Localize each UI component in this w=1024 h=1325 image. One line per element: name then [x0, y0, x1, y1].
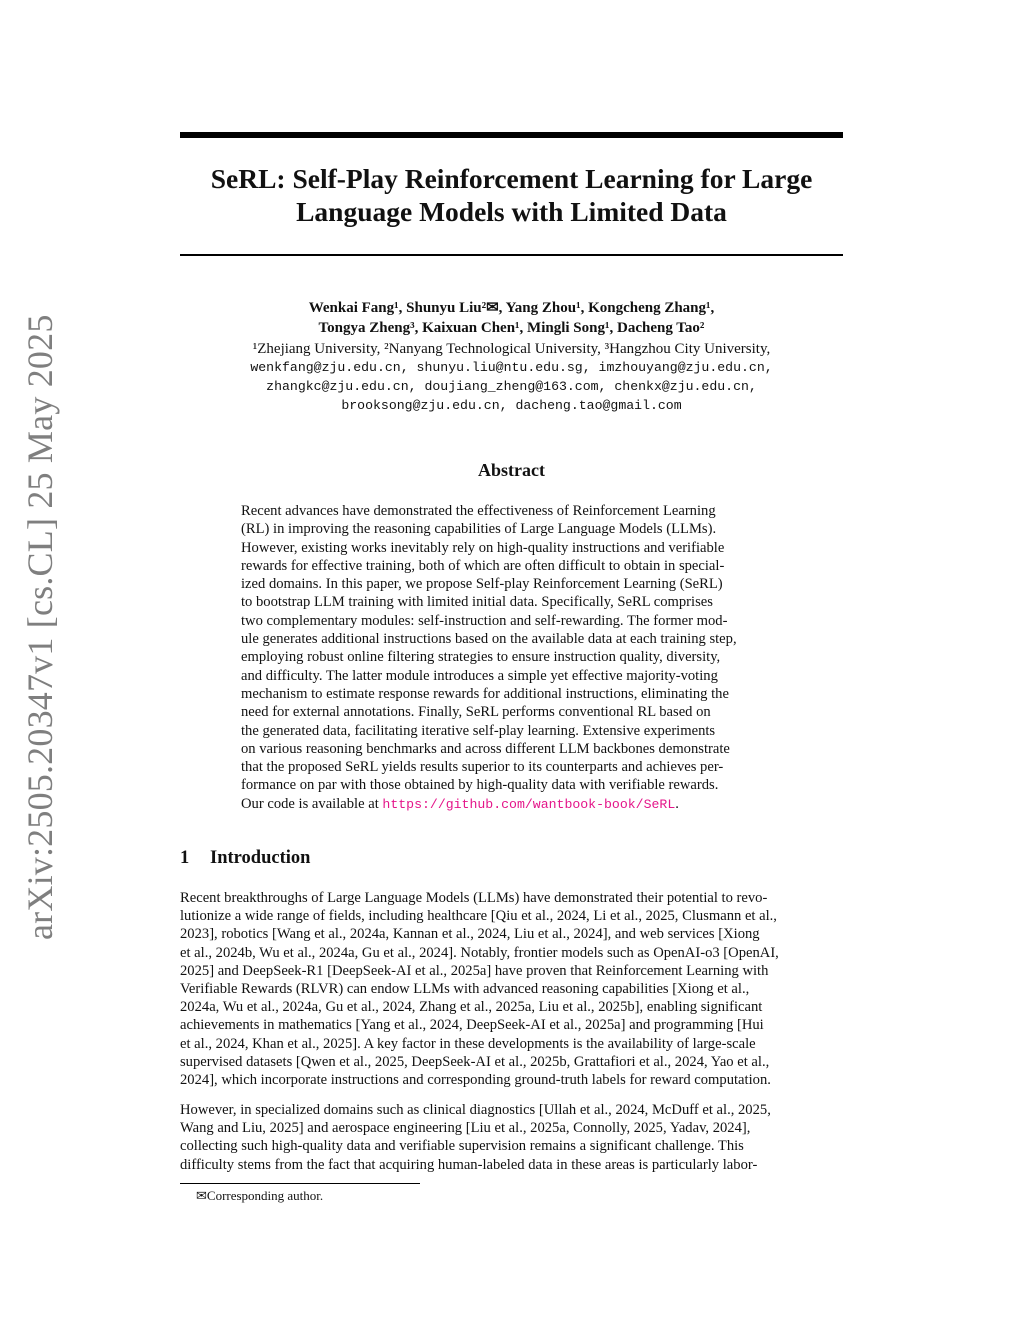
abstract-line: that the proposed SeRL yields results superior to its counterparts and achieves per-: [241, 759, 724, 776]
section-heading-introduction: [180, 848, 310, 869]
code-line-period: .: [675, 795, 679, 812]
paragraph-line: collecting such high-quality data and verifiable supervision remains a significant challenge. This: [180, 1138, 744, 1155]
email-line: zhangkc@zju.edu.cn, doujiang_zheng@163.com, chenkx@zju.edu.cn,: [266, 379, 757, 394]
abstract-line: formance on par with those obtained by high-quality data with verifiable rewards.: [241, 777, 719, 794]
paragraph-line: Wang and Liu, 2025] and aerospace engineering [Liu et al., 2025a, Connolly, 2025, Yadav, 2024],: [180, 1120, 751, 1137]
title-bottom-rule: [180, 254, 843, 256]
paper-title: [180, 162, 843, 228]
footnote-corresponding-author: ✉Corresponding author.: [196, 1188, 324, 1203]
author-line-2: Tongya Zheng³, Kaixuan Chen¹, Mingli Song¹, Dacheng Tao²: [318, 320, 705, 336]
email-line: wenkfang@zju.edu.cn, shunyu.liu@ntu.edu.sg, imzhouyang@zju.edu.cn,: [250, 360, 773, 375]
abstract-line: the generated data, facilitating iterative self-play learning. Extensive experiments: [241, 722, 716, 739]
abstract-body: [241, 502, 787, 814]
title-top-rule: [180, 132, 843, 138]
abstract-line: mechanism to estimate response rewards for additional instructions, eliminating the: [241, 685, 729, 702]
abstract-line: to bootstrap LLM training with limited initial data. Specifically, SeRL comprises: [241, 594, 713, 611]
email-line: brooksong@zju.edu.cn, dacheng.tao@gmail.com: [341, 398, 682, 413]
paragraph-line: et al., 2024b, Wu et al., 2024a, Gu et al., 2024]. Notably, frontier models such as OpenAI-o3 [OpenAI,: [180, 944, 779, 961]
abstract-line: and difficulty. The latter module introduces a simple yet effective majority-voting: [241, 667, 718, 684]
title-line-2: Language Models with Limited Data: [296, 196, 727, 227]
author-line-1: Wenkai Fang¹, Shunyu Liu²✉, Yang Zhou¹, Kongcheng Zhang¹,: [308, 300, 715, 316]
abstract-line: However, existing works inevitably rely on high-quality instructions and verifiable: [241, 539, 725, 556]
paragraph-line: supervised datasets [Qwen et al., 2025, DeepSeek-AI et al., 2025b, Grattafiori et al., 2024, Yao et al.,: [180, 1053, 770, 1070]
paragraph-line: 2025] and DeepSeek-R1 [DeepSeek-AI et al., 2025a] have proven that Reinforcement Learning with: [180, 962, 769, 979]
abstract-line: ized domains. In this paper, we propose Self-play Reinforcement Learning (SeRL): [241, 576, 723, 593]
abstract-line: rewards for effective training, both of which are often difficult to obtain in special-: [241, 557, 725, 574]
paragraph-line: lutionize a wide range of fields, including healthcare [Qiu et al., 2024, Li et al., 2025, Clusmann et al.,: [180, 908, 777, 925]
abstract-code-line: [241, 795, 787, 814]
paragraph-line: Verifiable Rewards (RLVR) can endow LLMs with advanced reasoning capabilities [Xiong et al.,: [180, 981, 750, 998]
section-number: 1: [180, 848, 190, 868]
title-line-1: SeRL: Self-Play Reinforcement Learning for Large: [210, 163, 813, 194]
paragraph-line: However, in specialized domains such as clinical diagnostics [Ullah et al., 2024, McDuff et al., 2025,: [180, 1102, 771, 1118]
intro-paragraph-1: [180, 889, 844, 1089]
email-list: [180, 358, 843, 415]
paragraph-line: 2024], which incorporate instructions and corresponding ground-truth labels for reward computation.: [180, 1072, 771, 1089]
arxiv-identifier-stamp: arXiv:2505.20347v1 [cs.CL] 25 May 2025: [20, 314, 60, 940]
abstract-line: need for external annotations. Finally, SeRL performs conventional RL based on: [241, 704, 711, 721]
abstract-line: (RL) in improving the reasoning capabilities of Large Language Models (LLMs).: [241, 521, 717, 538]
paragraph-line: 2024a, Wu et al., 2024a, Gu et al., 2024, Zhang et al., 2025a, Liu et al., 2025b], enabling significant: [180, 999, 763, 1016]
abstract-line: Recent advances have demonstrated the effectiveness of Reinforcement Learning: [241, 503, 716, 519]
code-availability-text: Our code is available at: [241, 795, 383, 812]
affiliations: ¹Zhejiang University, ²Nanyang Technological University, ³Hangzhou City University,: [252, 341, 771, 357]
footnote-rule: [180, 1183, 420, 1184]
abstract-line: employing robust online filtering strategies to ensure instruction quality, diversity,: [241, 649, 721, 666]
abstract-line: on various reasoning benchmarks and across different LLM backbones demonstrate: [241, 740, 730, 757]
abstract-line: ule generates additional instructions based on the available data at each training step,: [241, 631, 737, 648]
paragraph-line: et al., 2024, Khan et al., 2025]. A key factor in these developments is the availability of large-scale: [180, 1035, 756, 1052]
github-repo-link[interactable]: https://github.com/wantbook-book/SeRL: [382, 796, 676, 812]
paragraph-line: Recent breakthroughs of Large Language Models (LLMs) have demonstrated their potential to revo-: [180, 890, 768, 906]
author-list: [180, 298, 843, 338]
abstract-line: two complementary modules: self-instruction and self-rewarding. The former mod-: [241, 612, 728, 629]
abstract-heading: Abstract: [478, 460, 545, 480]
paragraph-line: achievements in mathematics [Yang et al., 2024, DeepSeek-AI et al., 2025a] and programming [Hui: [180, 1017, 764, 1034]
section-title: Introduction: [210, 848, 311, 868]
paragraph-line: 2023], robotics [Wang et al., 2024a, Kannan et al., 2024, Liu et al., 2024], and web services [Xiong: [180, 926, 760, 943]
paragraph-line: difficulty stems from the fact that acquiring human-labeled data in these areas is particularly labor-: [180, 1156, 758, 1173]
intro-paragraph-2: [180, 1101, 844, 1174]
